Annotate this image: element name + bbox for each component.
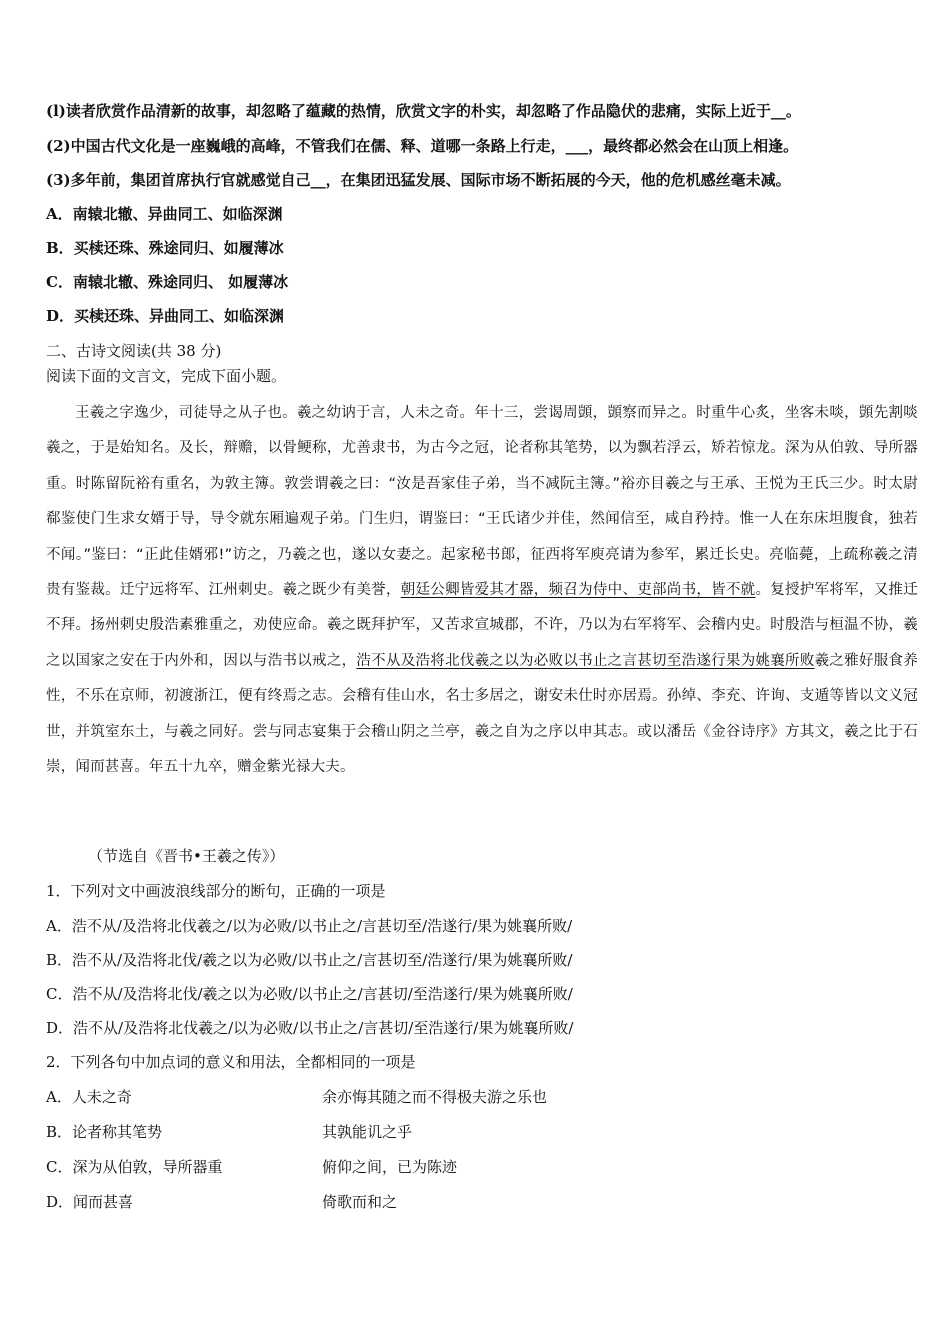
fill-blank-sentence-1: (l)读者欣赏作品清新的故事，却忽略了蕴藏的热情，欣赏文字的朴实，却忽略了作品隐伏的悲痛，实际上近于__。 (46, 102, 801, 120)
passage-text-1: 王羲之字逸少，司徒导之从子也。羲之幼讷于言，人未之奇。年十三，尝谒周顗，顗察而异之。时重牛心炙，坐客未啖，顗先割啖羲之，于是始知名。及长，辩赡，以骨鲠称，尤善隶书，为古今之冠，论者称其笔势，以为飘若浮云，矫若惊龙。深为从伯敦、导所器重。时陈留阮裕有重名，为敦主簿。敦尝谓羲之曰：“汝是吾家佳子弟，当不减阮主簿。”裕亦目羲之与王承、王悦为王氏三少。时太尉郗鉴使门生求女婿于导，导令就东厢遍观子弟。门生归，谓鉴曰：“王氏诸少并佳，然闻信至，咸自矜持。惟一人在东床坦腹食，独若不闻。”鉴曰：“正此佳婿邪!”访之，乃羲之也，遂以女妻之。起家秘书郎，征西将军庾亮请为参军，累迁长史。亮临薨，上疏称羲之清贵有鉴裁。迁宁远将军、江州刺史。羲之既少有美誉， (46, 405, 918, 599)
part1-option-d: D．买椟还珠、异曲同工、如临深渊 (46, 307, 285, 325)
question-2-option-b (46, 1122, 918, 1142)
question-1-stem: 1．下列对文中画波浪线部分的断句，正确的一项是 (46, 882, 386, 900)
option-b-sentence-2: 其孰能讥之乎 (322, 1123, 413, 1141)
part1-option-c: C．南辕北辙、殊途同归、 如履薄冰 (46, 273, 289, 291)
part1-option-b: B．买椟还珠、殊途同归、如履薄冰 (46, 239, 284, 257)
question-1-option-d: D．浩不从/及浩将北伐羲之/以为必败/以书止之/言甚切/至浩遂行/果为姚襄所败/ (46, 1019, 574, 1037)
section2-heading: 二、古诗文阅读(共 38 分) (46, 342, 222, 360)
question-2-stem: 2．下列各句中加点词的意义和用法，全都相同的一项是 (46, 1053, 416, 1071)
underlined-sentence: 朝廷公卿皆爱其才器，频召为侍中、吏部尚书，皆不就 (400, 582, 756, 599)
option-d-sentence-1: D．闻而甚喜 (46, 1193, 134, 1211)
option-a-sentence-1: A．人未之奇 (46, 1088, 132, 1106)
question-1-option-a: A．浩不从/及浩将北伐羲之/以为必败/以书止之/言甚切至/浩遂行/果为姚襄所败/ (46, 917, 573, 935)
classical-passage (46, 396, 918, 785)
question-2-option-c (46, 1157, 918, 1177)
question-1-option-c: C．浩不从/及浩将北伐/羲之以为必败/以书止之/言甚切/至浩遂行/果为姚襄所败/ (46, 985, 573, 1003)
option-a-sentence-2: 余亦悔其随之而不得极夫游之乐也 (322, 1088, 548, 1106)
section2-instruction: 阅读下面的文言文，完成下面小题。 (46, 367, 287, 385)
wavy-underlined-sentence: 浩不从及浩将北伐羲之以为必败以书止之言甚切至浩遂行果为姚襄所败 (356, 652, 815, 669)
passage-text-3: 羲之雅好服食养性，不乐在京师，初渡浙江，便有终焉之志。会稽有佳山水，名士多居之，谢安未仕时亦居焉。孙绰、李充、许询、支遁等皆以文义冠世，并筑室东土，与羲之同好。尝与同志宴集于会稽山阴之兰亭，羲之自为之序以申其志。或以潘岳《金谷诗序》方其文，羲之比于石崇，闻而甚喜。年五十九卒，赠金紫光禄大夫。 (46, 652, 918, 776)
question-1-option-b: B．浩不从/及浩将北伐/羲之以为必败/以书止之/言甚切至/浩遂行/果为姚襄所败/ (46, 951, 573, 969)
passage-source: （节选自《晋书•王羲之传》） (88, 847, 285, 865)
passage-text-2: 。复授护军将军，又推迁不拜。扬州刺史殷浩素雅重之，劝使应命。羲之既拜护军，又苦求宣城郡，不许，乃以为右军将军、会稽内史。时殷浩与桓温不协，羲之以国家之安在于内外和，因以与浩书以戒之， (46, 582, 918, 669)
fill-blank-sentence-3: (3)多年前，集团首席执行官就感觉自己__，在集团迅猛发展、国际市场不断拓展的今天，他的危机感丝毫未减。 (46, 171, 791, 189)
option-d-sentence-2: 倚歌而和之 (322, 1193, 398, 1211)
part1-option-a: A．南辕北辙、异曲同工、如临深渊 (46, 205, 283, 223)
option-c-sentence-1: C．深为从伯敦，导所器重 (46, 1158, 223, 1176)
option-c-sentence-2: 俯仰之间，已为陈迹 (322, 1158, 458, 1176)
fill-blank-sentence-2: (2)中国古代文化是一座巍峨的高峰，不管我们在儒、释、道哪一条路上行走，___，最终都必然会在山顶上相逢。 (46, 137, 799, 155)
question-2-option-a (46, 1087, 918, 1107)
option-b-sentence-1: B．论者称其笔势 (46, 1123, 163, 1141)
question-2-option-d (46, 1192, 918, 1212)
